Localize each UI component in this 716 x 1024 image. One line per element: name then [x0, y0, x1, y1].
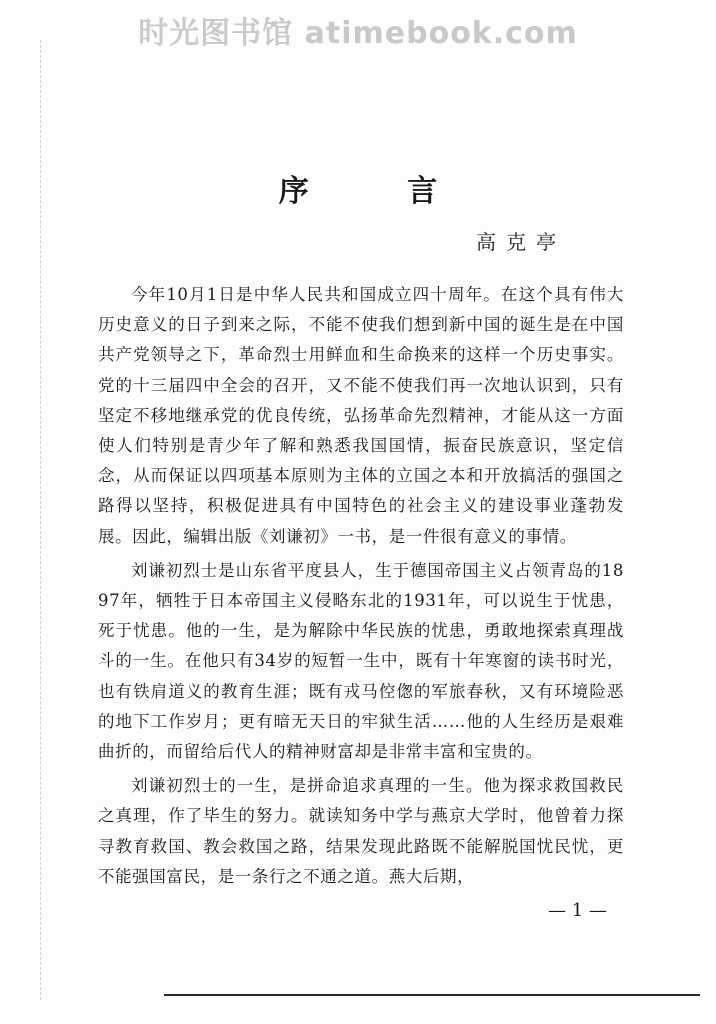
body-text [98, 280, 624, 896]
watermark: 时光图书馆 atimebook.com [138, 16, 578, 51]
page-number: — 1 — [548, 900, 607, 921]
bottom-rule [164, 994, 700, 996]
paragraph-1: 今年10月1日是中华人民共和国成立四十周年。在这个具有伟大历史意义的日子到来之际，不能不使我们想到新中国的诞生是在中国共产党领导之下，革命烈士用鲜血和生命换来的这样一个历史事实。党的十三届四中全会的召开，又不能不使我们再一次地认识到，只有坚定不移地继承党的优良传统，弘扬革命先烈精神，才能从这一方面使人们特别是青少年了解和熟悉我国国情，振奋民族意识，坚定信念，从而保证以四项基本原则为主体的立国之本和开放搞活的强国之路得以坚持，积极促进具有中国特色的社会主义的建设事业蓬勃发展。因此，编辑出版《刘谦初》一书，是一件很有意义的事情。 [98, 285, 624, 546]
paragraph-3: 刘谦初烈士的一生，是拼命追求真理的一生。他为探求救国救民之真理，作了毕生的努力。就读知务中学与燕京大学时，他曾着力探寻教育救国、教会救国之路，结果发现此路既不能解脱国忧民忧，更不能强国富民，是一条行之不通之道。燕大后期， [98, 776, 624, 886]
page-title: 序 言 [278, 174, 482, 209]
author-name: 高克亭 [476, 230, 566, 254]
paragraph-2: 刘谦初烈士是山东省平度县人，生于德国帝国主义占领青岛的1897年，牺牲于日本帝国主义侵略东北的1931年，可以说生于忧患，死于忧患。他的一生，是为解除中华民族的忧患，勇敢地探索真理战斗的一生。在他只有34岁的短暂一生中，既有十年寒窗的读书时光，也有铁肩道义的教育生涯；既有戎马倥偬的军旅春秋，又有环境险恶的地下工作岁月；更有暗无天日的牢狱生活……他的人生经历是艰难曲折的，而留给后代人的精神财富却是非常丰富和宝贵的。 [98, 560, 624, 762]
